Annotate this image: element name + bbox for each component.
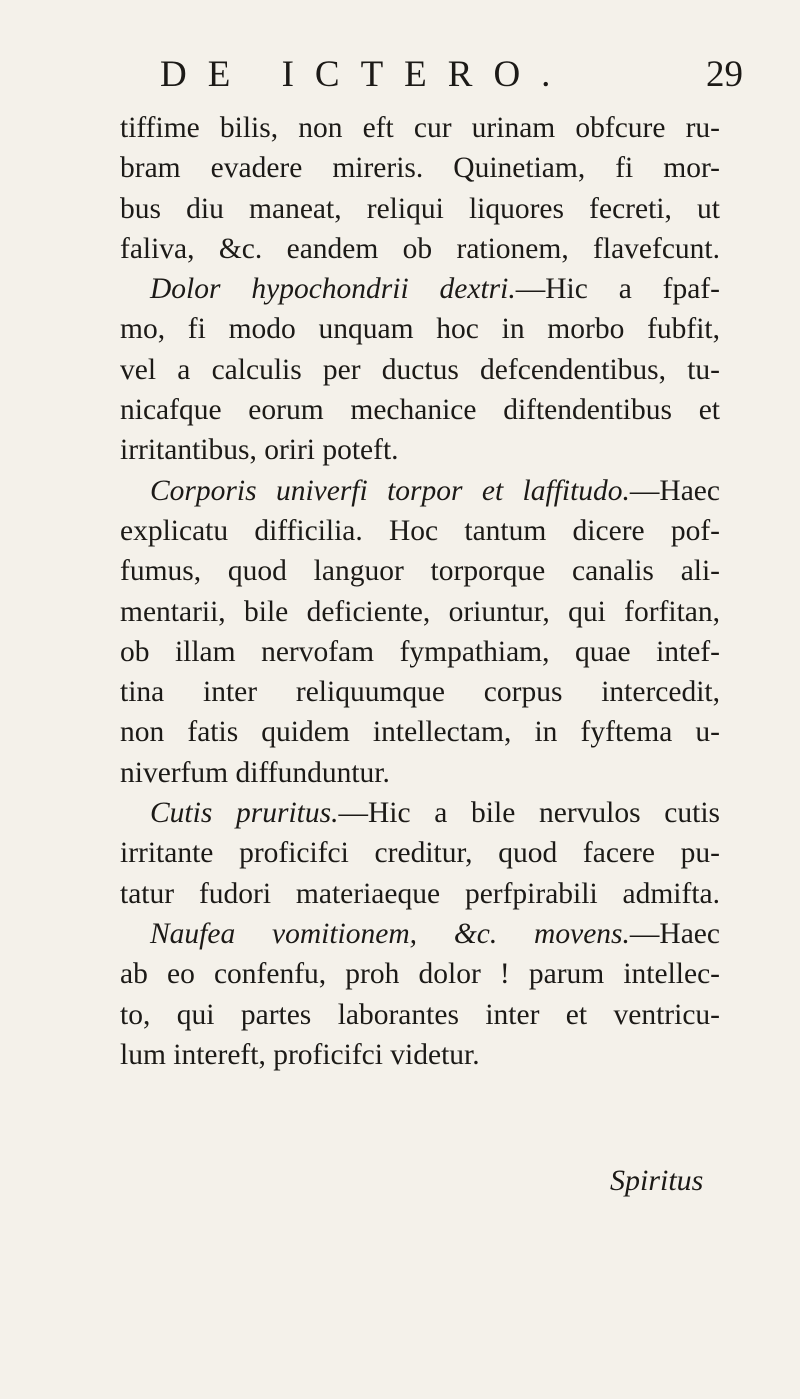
section-heading-line: Corporis univerfi torpor et laffitudo.—Haec xyxy=(150,474,720,507)
section-heading: Dolor hypochondrii dextri. xyxy=(150,273,516,306)
text-line: bus diu maneat, reliqui liquores fecreti, ut xyxy=(120,192,720,225)
text-line: fumus, quod languor torporque canalis ali- xyxy=(120,555,720,588)
text-line: irritantibus, oriri poteft. xyxy=(120,434,399,467)
section-heading-line: Dolor hypochondrii dextri.—Hic a fpaf- xyxy=(150,273,720,306)
section-heading-line: Naufea vomitionem, &c. movens.—Haec xyxy=(150,917,720,950)
text-line: lum intereft, proficifci videtur. xyxy=(120,1038,480,1071)
text-line: bram evadere mireris. Quinetiam, fi mor- xyxy=(120,152,720,185)
text-line: to, qui partes laborantes inter et ventricu- xyxy=(120,998,720,1031)
text-line: faliva, &c. eandem ob rationem, flavefcunt. xyxy=(120,232,720,265)
text-line: ab eo confenfu, proh dolor ! parum intellec- xyxy=(120,958,720,991)
section-heading: Naufea vomitionem, &c. movens. xyxy=(150,917,630,950)
text-line: nicafque eorum mechanice diftendentibus et xyxy=(120,394,720,427)
text-line: explicatu difficilia. Hoc tantum dicere pof- xyxy=(120,514,720,547)
text-line: mentarii, bile deficiente, oriuntur, qui forfitan, xyxy=(120,595,720,628)
text-line: ob illam nervofam fympathiam, quae intef- xyxy=(120,635,720,668)
text-line: tiffime bilis, non eft cur urinam obfcure ru- xyxy=(120,112,720,144)
section-heading: Corporis univerfi torpor et laffitudo. xyxy=(150,474,630,507)
text-line: vel a calculis per ductus defcendentibus, tu- xyxy=(120,353,720,386)
body-text xyxy=(120,108,720,1075)
text-line: tatur fudori materiaeque perfpirabili admifta. xyxy=(120,877,720,910)
section-heading-line: Cutis pruritus.—Hic a bile nervulos cutis xyxy=(150,797,721,830)
section-heading: Cutis pruritus. xyxy=(150,797,339,830)
running-title: DE ICTERO. xyxy=(160,54,572,95)
page-number: 29 xyxy=(706,54,743,95)
text-line: mo, fi modo unquam hoc in morbo fubfit, xyxy=(120,313,720,346)
catchword: Spiritus xyxy=(610,1164,704,1197)
page-header xyxy=(0,52,800,98)
text-line: irritante proficifci creditur, quod facere pu- xyxy=(120,837,720,870)
text-line: non fatis quidem intellectam, in fyftema u- xyxy=(120,716,720,749)
text-line: tina inter reliquumque corpus intercedit, xyxy=(120,676,720,709)
text-line: niverfum diffunduntur. xyxy=(120,756,390,789)
